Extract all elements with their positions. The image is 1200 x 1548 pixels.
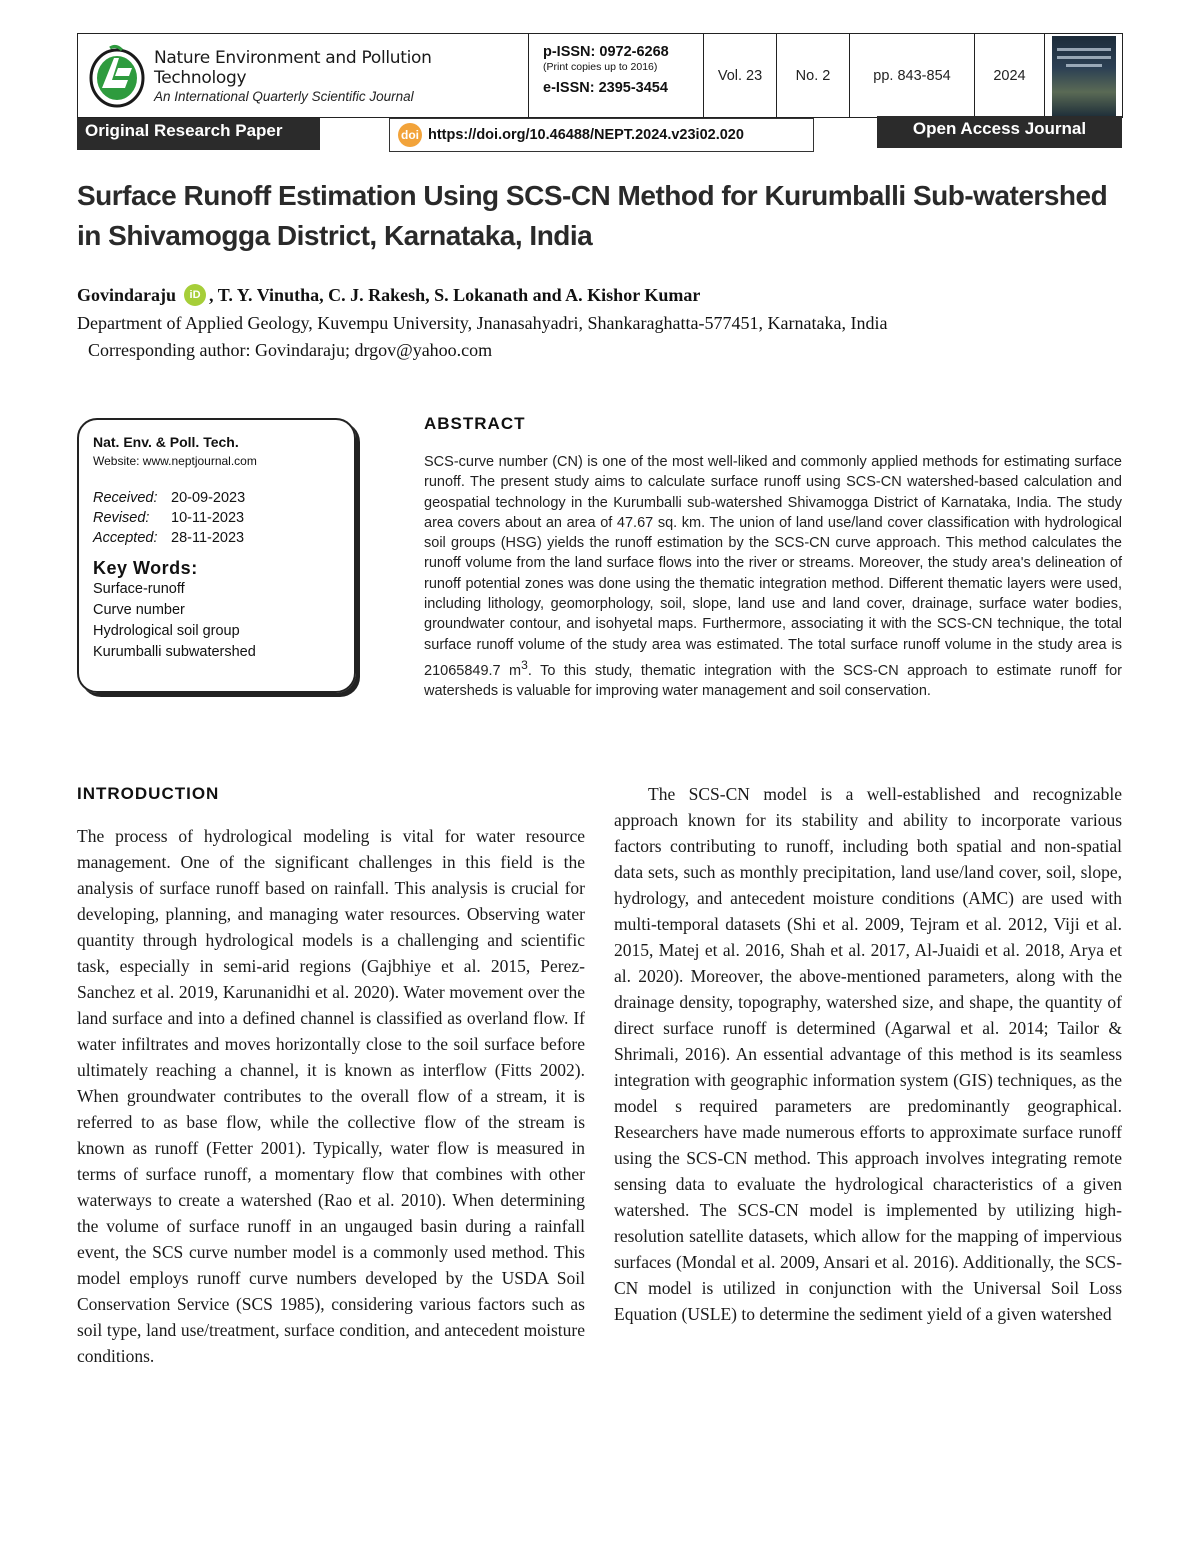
page-range: pp. 843-854 <box>850 34 975 117</box>
journal-logo-icon <box>88 44 146 108</box>
revised-date: 10-11-2023 <box>171 510 245 526</box>
abstract-text <box>424 452 1122 701</box>
affiliation: Department of Applied Geology, Kuvempu University, Jnanasahyadri, Shankaraghatta-577451, Karnataka, India <box>77 313 888 333</box>
open-access-badge: Open Access Journal <box>877 116 1122 148</box>
print-note: (Print copies up to 2016) <box>543 61 658 73</box>
abstract-heading: ABSTRACT <box>424 414 526 433</box>
body-column-right: The SCS-CN model is a well-established and recognizable approach known for its stability and ability to incorporate various factors contributing to runoff, including both spatial and non-spatial data sets, such as monthly precipitation, land use/land cover, soil, slope, hydrology, and antecedent moisture conditions (AMC) are used with multi-temporal datasets (Shi et al. 2009, Tejram et al. 2012, Viji et al. 2015, Matej et al. 2016, Shah et al. 2017, Al-Juaidi et al. 2018, Arya et al. 2020). Moreover, the above-mentioned parameters, along with the drainage density, topography, watershed size, and shape, the quantity of direct surface runoff is determined (Agarwal et al. 2014; Tailor & Shrimali, 2016). An essential advantage of this method is its seamless integration with geographic information system (GIS) techniques, as the model s required parameters are predominantly geographical. Researchers have made numerous efforts to approximate surface runoff using the SCS-CN method. This approach involves integrating remote sensing data to evaluate the hydrological characteristics of a given watershed. The SCS-CN model is implemented by utilizing high-resolution satellite datasets, which allow for the mapping of impervious surfaces (Mondal et al. 2009, Ansari et al. 2016). Additionally, the SCS-CN model is utilized in conjunction with the Universal Soil Loss Equation (USLE) to determine the sediment yield of a given watershed <box>614 784 1122 1324</box>
doi-link[interactable] <box>389 118 814 152</box>
journal-cover <box>1045 34 1122 117</box>
journal-header <box>77 33 1123 118</box>
keywords-heading: Key Words: <box>93 558 198 578</box>
keyword: Surface-runoff <box>93 581 185 597</box>
issue-number: No. 2 <box>777 34 850 117</box>
year: 2024 <box>975 34 1045 117</box>
keyword: Kurumballi subwatershed <box>93 644 256 660</box>
paper-type-badge: Original Research Paper <box>77 118 320 150</box>
abstract-superscript: 3 <box>521 657 528 672</box>
body-column-left: The process of hydrological modeling is vital for water resource management. One of the significant challenges in this field is the analysis of surface runoff based on rainfall. This analysis is crucial for developing, planning, and managing water resources. Observing water quantity through hydrological models is a challenging and scientific task, especially in semi-arid regions (Gajbhiye et al. 2015, Perez-Sanchez et al. 2019, Karunanidhi et al. 2020). Water movement over the land surface and into a defined channel is classified as overland flow. If water infiltrates and moves horizontally close to the soil surface before ultimately reaching a channel, it is known as interflow (Fitts 2002). When groundwater contributes to the overall flow of a stream, it is referred to as base flow, while the collective flow of the stream is known as runoff (Fetter 2001). Typically, water flow is measured in terms of surface runoff, a momentary flow that combines with other waterways to create a watershed (Rao et al. 2010). When determining the volume of surface runoff in an ungauged basin during a rainfall event, the SCS curve number model is a commonly used method. This model employs runoff curve numbers developed by the USDA Soil Conservation Service (SCS 1985), considering various factors such as soil type, land use/treatment, surface condition, and antecedent moisture conditions. <box>77 826 585 1366</box>
accepted-label: Accepted: <box>93 530 158 546</box>
received-label: Received: <box>93 490 158 506</box>
abstract-body-end: . To this study, thematic integration with the SCS-CN approach to estimate runoff for watersheds is valuable for improving water management and soil conservation. <box>424 662 1123 700</box>
keyword: Hydrological soil group <box>93 623 240 639</box>
e-issn: e-ISSN: 2395-3454 <box>543 80 668 96</box>
introduction-heading: INTRODUCTION <box>77 784 220 803</box>
revised-label: Revised: <box>93 510 150 526</box>
journal-short-name: Nat. Env. & Poll. Tech. <box>93 434 239 450</box>
p-issn: p-ISSN: 0972-6268 <box>543 44 669 60</box>
first-author: Govindaraju <box>77 284 177 305</box>
issn-block <box>529 34 704 117</box>
journal-name: Nature Environment and Pollution Technology <box>154 47 432 88</box>
abstract-body: SCS-curve number (CN) is one of the most well-liked and commonly applied methods for estimating surface runoff. The present study aims to calculate surface runoff using SCS-CN watershed-based calculation and geospatial technology in the Kurumballi sub-watershed Shivamogga District of Karnataka, India. The study area covers about an area of 47.67 sq. km. The union of land use/land cover classification with hydrological soil groups (HSG) yields the runoff estimation by the SCS-CN curve approach. This method calculates the runoff volume from the land surface flows into the river or streams. Moreover, the study area's delineation of runoff potential zones was done using the thematic integration method. Different thematic layers were used, including lithology, geomorphology, soil, slope, land use and land cover, drainage, surface water bodies, groundwater contour, and isohyetal maps. Furthermore, associating it with the SCS-CN technique, the total surface runoff volume of the study area was estimated. The total surface runoff volume in the study area is 21065849.7 m <box>424 454 1122 679</box>
volume: Vol. 23 <box>704 34 777 117</box>
journal-website: Website: www.neptjournal.com <box>93 454 257 468</box>
keywords-list <box>93 579 340 663</box>
author-list <box>77 284 700 306</box>
other-authors: , T. Y. Vinutha, C. J. Rakesh, S. Lokanath and A. Kishor Kumar <box>209 284 701 305</box>
received-date: 20-09-2023 <box>171 490 246 506</box>
accepted-date: 28-11-2023 <box>171 530 245 546</box>
paper-title: Surface Runoff Estimation Using SCS-CN Method for Kurumballi Sub-watershed in Shivamogga District, Karnataka, India <box>77 180 1108 251</box>
keyword: Curve number <box>93 602 185 618</box>
doi-icon: doi <box>398 123 422 147</box>
article-info-box <box>77 418 356 693</box>
journal-cover-image <box>1052 36 1116 116</box>
doi-url[interactable]: https://doi.org/10.46488/NEPT.2024.v23i02.020 <box>428 127 744 143</box>
journal-subtitle: An International Quarterly Scientific Journal <box>154 88 414 104</box>
journal-brand <box>78 34 529 117</box>
article-dates <box>93 488 340 548</box>
orcid-icon[interactable]: iD <box>184 284 206 306</box>
corresponding-author: Corresponding author: Govindaraju; drgov@yahoo.com <box>88 340 493 360</box>
